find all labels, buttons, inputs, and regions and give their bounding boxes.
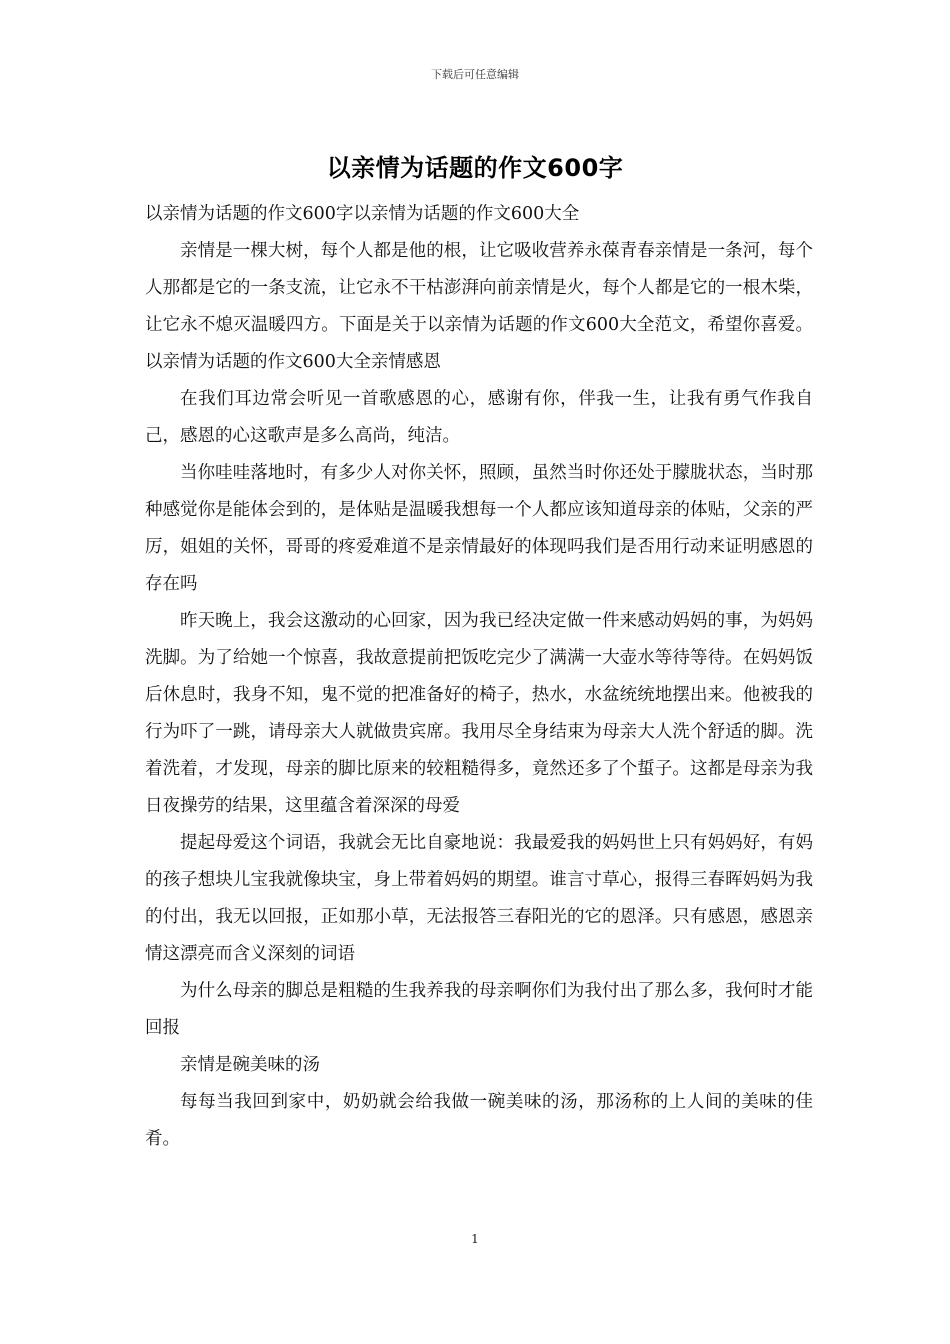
page-number: 1: [471, 1232, 479, 1246]
document-title: 以亲情为话题的作文600字: [326, 154, 624, 182]
paragraph: 在我们耳边常会听见一首歌感恩的心，感谢有你，伴我一生，让我有勇气作我自己，感恩的心这歌声是多么高尚，纯洁。: [145, 389, 813, 446]
paragraph: 为什么母亲的脚总是粗糙的生我养我的母亲啊你们为我付出了那么多，我何时才能回报: [145, 981, 813, 1038]
paragraph: 昨天晚上，我会这激动的心回家，因为我已经决定做一件来感动妈妈的事，为妈妈洗脚。为了给她一个惊喜，我故意提前把饭吃完少了满满一大壶水等待等待。在妈妈饭后休息时，我身不知，鬼不觉的把准备好的椅子，热水，水盆统统地摆出来。他被我的行为吓了一跳，请母亲大人就做贵宾席。我用尽全身结束为母亲大人洗个舒适的脚。洗着洗着，才发现，母亲的脚比原来的较粗糙得多，竟然还多了个蜇子。这都是母亲为我日夜操劳的结果，这里蕴含着深深的母爱: [145, 611, 813, 816]
paragraph: 以亲情为话题的作文600字以亲情为话题的作文600大全: [145, 204, 580, 224]
paragraph: 当你哇哇落地时，有多少人对你关怀，照顾，虽然当时你还处于朦胧状态，当时那种感觉你是能体会到的，是体贴是温暖我想每一个人都应该知道母亲的体贴，父亲的严厉，姐姐的关怀，哥哥的疼爱难道不是亲情最好的体现吗我们是否用行动来证明感恩的存在吗: [145, 463, 813, 594]
document-body: [145, 196, 813, 1158]
paragraph: 亲情是碗美味的汤: [180, 1055, 320, 1075]
paragraph: 提起母爱这个词语，我就会无比自豪地说：我最爱我的妈妈世上只有妈妈好，有妈的孩子想块儿宝我就像块宝，身上带着妈妈的期望。谁言寸草心，报得三春晖妈妈为我的付出，我无以回报，正如那小草，无法报答三春阳光的它的恩泽。只有感恩，感恩亲情这漂亮而含义深刻的词语: [145, 833, 813, 964]
header-note: 下载后可任意编辑: [431, 68, 519, 81]
paragraph: 亲情是一棵大树，每个人都是他的根，让它吸收营养永葆青春亲情是一条河，每个人那都是它的一条支流，让它永不干枯澎湃向前亲情是火，每个人都是它的一根木柴，让它永不熄灭温暖四方。下面是关于以亲情为话题的作文600大全范文，希望你喜爱。以亲情为话题的作文600大全亲情感恩: [145, 241, 813, 372]
paragraph: 每每当我回到家中，奶奶就会给我做一碗美味的汤，那汤称的上人间的美味的佳肴。: [145, 1092, 813, 1149]
